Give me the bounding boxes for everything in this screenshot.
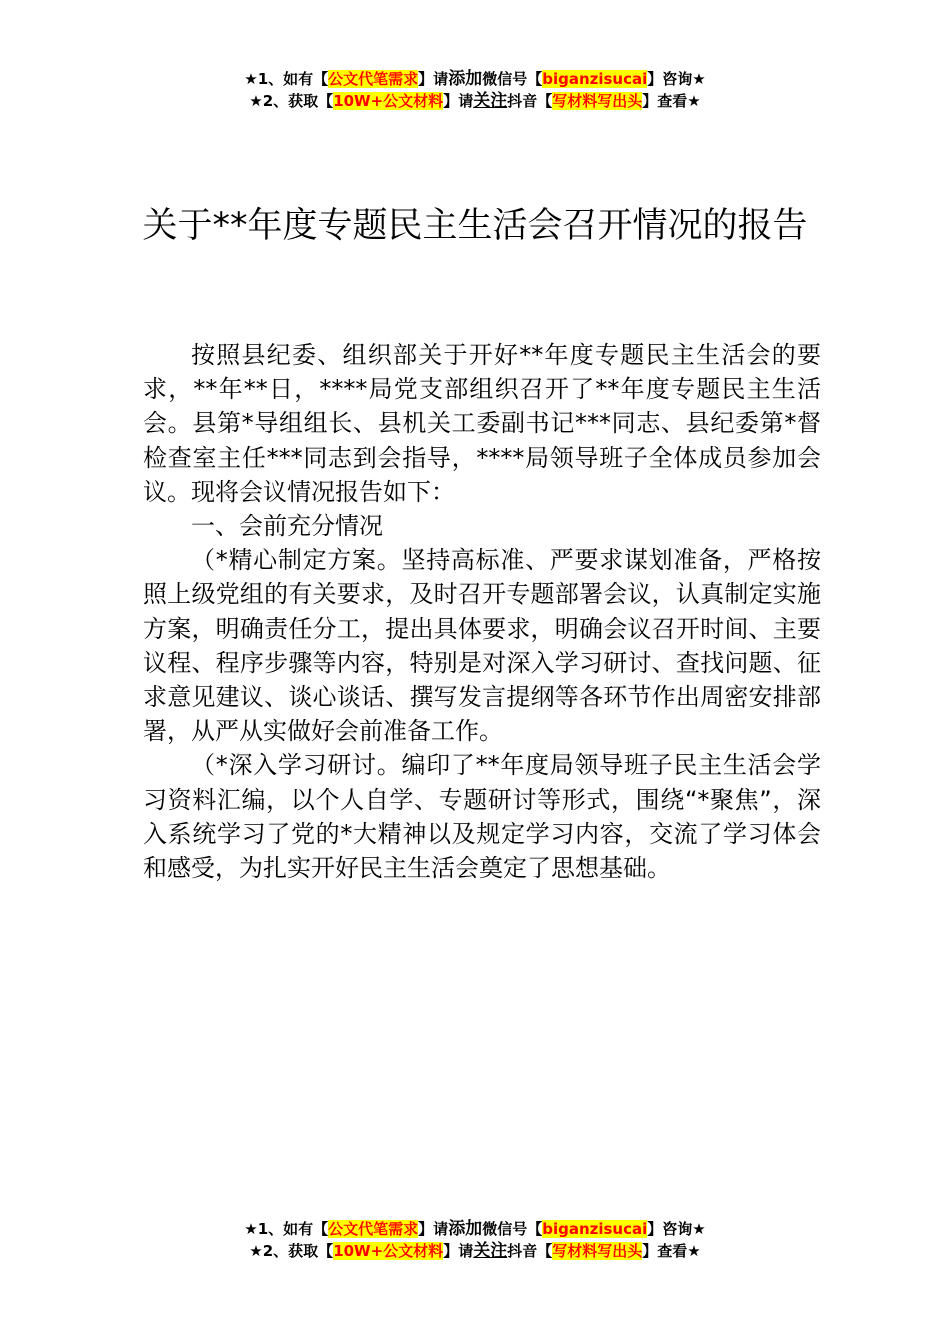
- footer-ad-banner: [0, 1218, 950, 1262]
- ad-text: 抖音【: [507, 92, 553, 110]
- ad-highlight: 公文代笔需求: [328, 70, 419, 88]
- ad-text: ★1、如有【: [244, 70, 329, 88]
- paragraph-study: （*深入学习研讨。编印了**年度局领导班子民主生活会学习资料汇编，以个人自学、专题研讨等形式，围绕“*聚焦”，深入系统学习了党的*大精神以及规定学习内容，交流了学习体会和感受，为扎实开好民主生活会奠定了思想基础。: [143, 751, 821, 883]
- header-ad-banner: [0, 68, 950, 112]
- ad-line-1: [0, 68, 950, 90]
- ad-text: 抖音【: [507, 1242, 553, 1260]
- paragraph-plan: （*精心制定方案。坚持高标准、严要求谋划准备，严格按照上级党组的有关要求，及时召开专题部署会议，认真制定实施方案，明确责任分工，提出具体要求，明确会议召开时间、主要议程、程序步骤等内容，特别是对深入学习研讨、查找问题、征求意见建议、谈心谈话、撰写发言提纲等各环节作出周密安排部署，从严从实做好会前准备工作。: [143, 546, 821, 746]
- ad-wechat-id: biganzisucai: [542, 70, 648, 88]
- ad-douyin-id: 写材料写出头: [552, 1242, 643, 1260]
- ad-emphasis: 关注: [473, 91, 508, 111]
- ad-text: 】请: [418, 70, 449, 88]
- paragraph-intro: 按照县纪委、组织部关于开好**年度专题民主生活会的要求，**年**日，****局党支部组织召开了**年度专题民主生活会。县第*导组组长、县机关工委副书记***同志、县纪委第*督检查室主任***同志到会指导，****局领导班子全体成员参加会议。现将会议情况报告如下：: [143, 341, 821, 506]
- ad-text: ★1、如有【: [244, 1220, 329, 1238]
- ad-text: 】请: [418, 1220, 449, 1238]
- ad-highlight: 公文代笔需求: [328, 1220, 419, 1238]
- ad-text: 】查看★: [642, 92, 701, 110]
- ad-text: 微信号【: [482, 1220, 543, 1238]
- ad-highlight: 10W+公文材料: [333, 1242, 444, 1260]
- ad-text: 】咨询★: [647, 70, 706, 88]
- ad-text: 】咨询★: [647, 1220, 706, 1238]
- ad-emphasis: 添加: [448, 69, 483, 89]
- document-body: [143, 338, 821, 885]
- ad-line-2: [0, 90, 950, 112]
- document-title: 关于**年度专题民主生活会召开情况的报告: [142, 206, 808, 247]
- ad-wechat-id: biganzisucai: [542, 1220, 648, 1238]
- ad-highlight: 10W+公文材料: [333, 92, 444, 110]
- ad-text: 微信号【: [482, 70, 543, 88]
- ad-emphasis: 关注: [473, 1241, 508, 1261]
- ad-text: 】请: [443, 92, 474, 110]
- section-heading: 一、会前充分情况: [191, 512, 383, 541]
- ad-text: 】请: [443, 1242, 474, 1260]
- ad-line-2: [0, 1240, 950, 1262]
- ad-douyin-id: 写材料写出头: [552, 92, 643, 110]
- ad-text: ★2、获取【: [249, 92, 334, 110]
- ad-text: ★2、获取【: [249, 1242, 334, 1260]
- ad-line-1: [0, 1218, 950, 1240]
- ad-emphasis: 添加: [448, 1219, 483, 1239]
- ad-text: 】查看★: [642, 1242, 701, 1260]
